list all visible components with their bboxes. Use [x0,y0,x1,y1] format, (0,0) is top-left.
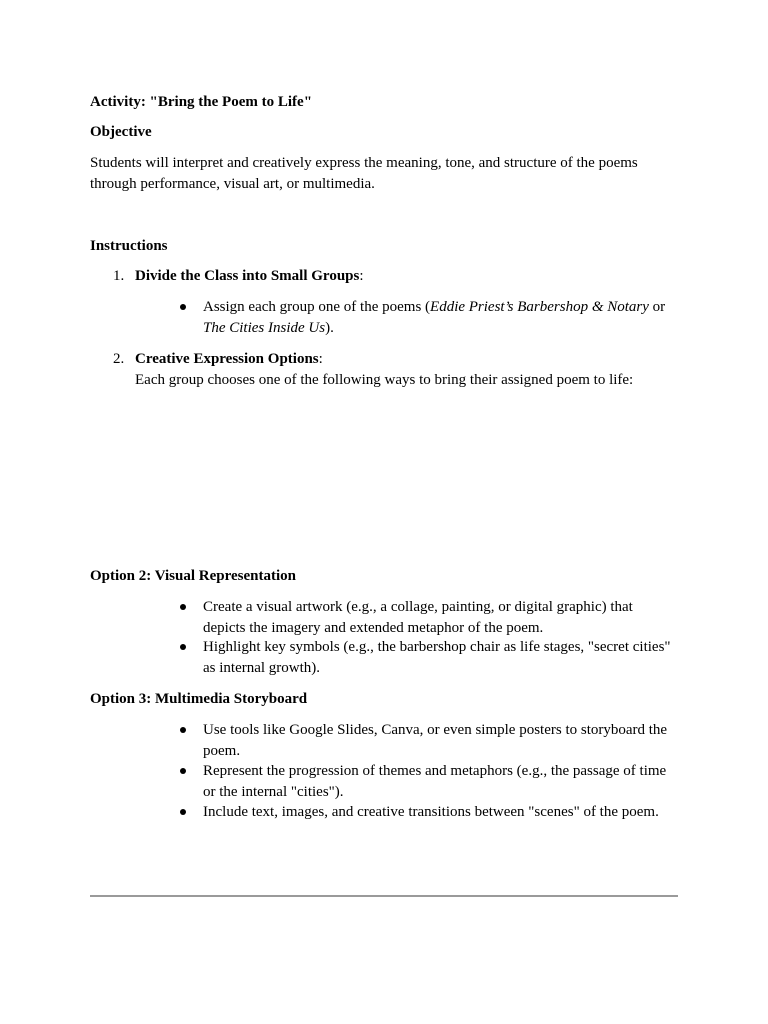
step-2-title-line [135,349,323,370]
step-1-title-line [135,266,364,287]
bullet-dot [180,644,186,650]
option-3-heading: Option 3: Multimedia Storyboard [90,691,308,707]
objective-text-line-1: Students will interpret and creatively express the meaning, tone, and structure of the poems [90,155,638,171]
option-2-bullet-2-line-2: as internal growth). [203,660,321,676]
poem-title-1: Eddie Priest’s Barbershop & Notary [430,299,649,315]
step-1-title: Divide the Class into Small Groups [135,268,360,284]
option-3-bullet-1-line-1: Use tools like Google Slides, Canva, or even simple posters to storyboard the [203,722,668,738]
step-2-number: 2. [113,351,125,367]
option-2-bullet-1-line-1: Create a visual artwork (e.g., a collage, painting, or digital graphic) that [203,599,633,615]
option-3-bullet-1-line-2: poem. [203,743,241,759]
step-2-title: Creative Expression Options [135,351,319,367]
bullet-dot [180,727,186,733]
bullet-text: or [648,299,666,315]
option-3-bullet-3-line-1: Include text, images, and creative transitions between "scenes" of the poem. [203,804,659,820]
step-1-bullet-line-1 [203,297,665,318]
bullet-dot [180,768,186,774]
step-1-colon: : [359,268,364,284]
step-2-description: Each group chooses one of the following ways to bring their assigned poem to life: [135,372,634,388]
option-2-bullet-2-line-1: Highlight key symbols (e.g., the barbershop chair as life stages, "secret cities" [203,639,671,655]
option-2-heading: Option 2: Visual Representation [90,568,296,584]
poem-title-2: The Cities Inside Us [203,320,326,336]
step-1-bullet-line-2 [203,318,334,339]
step-1-number: 1. [113,268,125,284]
bullet-dot [180,304,186,310]
objective-heading: Objective [90,124,152,140]
objective-text-line-2: through performance, visual art, or multimedia. [90,176,375,192]
bullet-text: Assign each group one of the poems ( [203,299,431,315]
option-3-bullet-2-line-2: or the internal "cities"). [203,784,344,800]
option-2-bullet-1-line-2: depicts the imagery and extended metaphor of the poem. [203,620,544,636]
instructions-heading: Instructions [90,238,168,254]
step-2-colon: : [318,351,323,367]
bullet-dot [180,604,186,610]
horizontal-rule [90,895,678,897]
bullet-dot [180,809,186,815]
bullet-text: ). [325,320,334,336]
option-3-bullet-2-line-1: Represent the progression of themes and metaphors (e.g., the passage of time [203,763,667,779]
activity-title: Activity: "Bring the Poem to Life" [90,94,313,110]
